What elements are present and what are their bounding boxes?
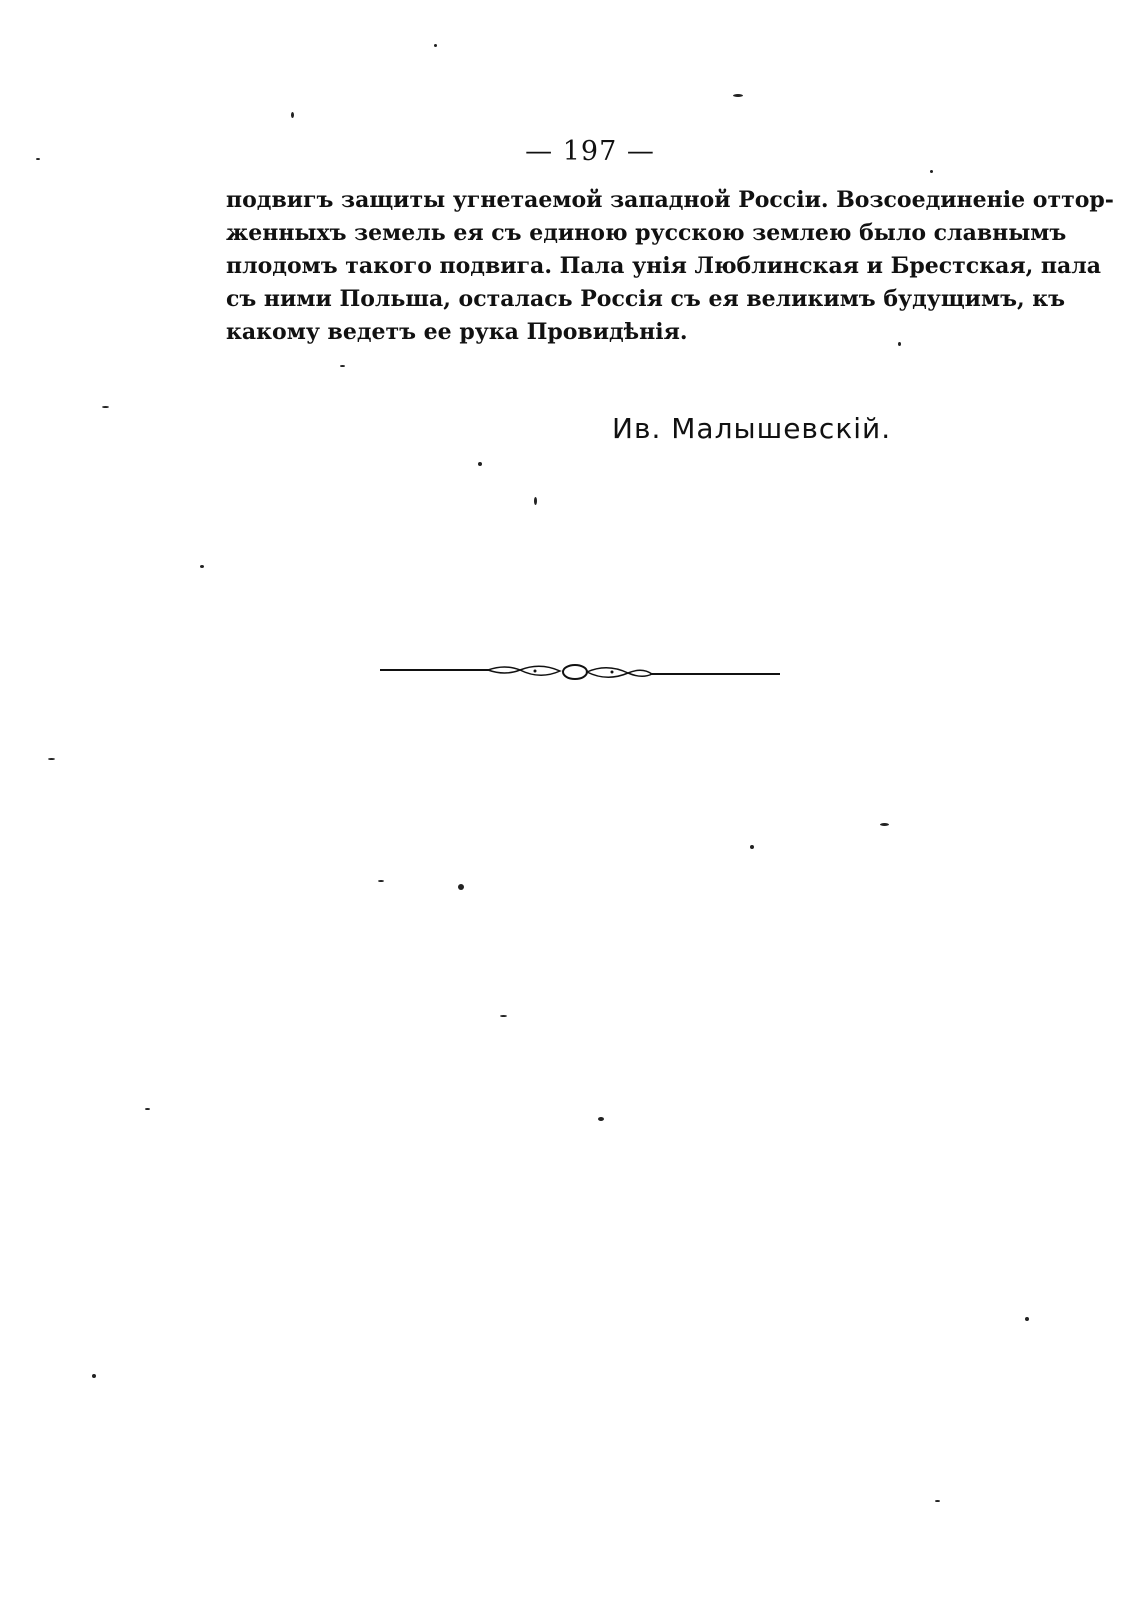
paper-speck <box>48 758 55 760</box>
paper-speck <box>750 845 754 849</box>
paper-speck <box>102 406 109 408</box>
author-signature: Ив. Малышевскій. <box>612 412 892 445</box>
body-line: съ ними Польша, осталась Россія съ ея великимъ будущимъ, къ <box>226 286 1066 312</box>
page-number: — 197 — <box>525 136 655 167</box>
body-line: женныхъ земель ея съ единою русскою землею было славнымъ <box>226 220 1067 246</box>
paper-speck <box>340 365 345 367</box>
paper-speck <box>880 823 889 826</box>
paper-speck <box>598 1117 604 1121</box>
paper-speck <box>378 880 384 882</box>
paper-speck <box>458 884 464 890</box>
body-line: подвигъ защиты угнетаемой западной Россіи. Возсоединеніе оттор- <box>226 187 1114 213</box>
paper-speck <box>534 497 537 505</box>
paper-speck <box>1025 1317 1029 1321</box>
decorative-divider-icon <box>380 658 780 688</box>
paper-speck <box>92 1374 96 1378</box>
paper-speck <box>200 565 204 568</box>
body-line: какому ведетъ ее рука Провидѣнія. <box>226 319 688 345</box>
body-line: плодомъ такого подвига. Пала унія Люблинская и Брестская, пала <box>226 253 1102 279</box>
paper-speck <box>930 170 933 173</box>
paper-speck <box>434 44 437 47</box>
paper-speck <box>478 462 482 466</box>
paper-speck <box>145 1108 150 1110</box>
paper-speck <box>36 158 40 160</box>
paper-speck <box>898 342 901 346</box>
paper-speck <box>935 1500 940 1502</box>
paper-speck <box>291 112 294 118</box>
paper-speck <box>500 1015 507 1017</box>
paper-speck <box>733 94 743 97</box>
body-paragraph <box>226 184 1114 349</box>
